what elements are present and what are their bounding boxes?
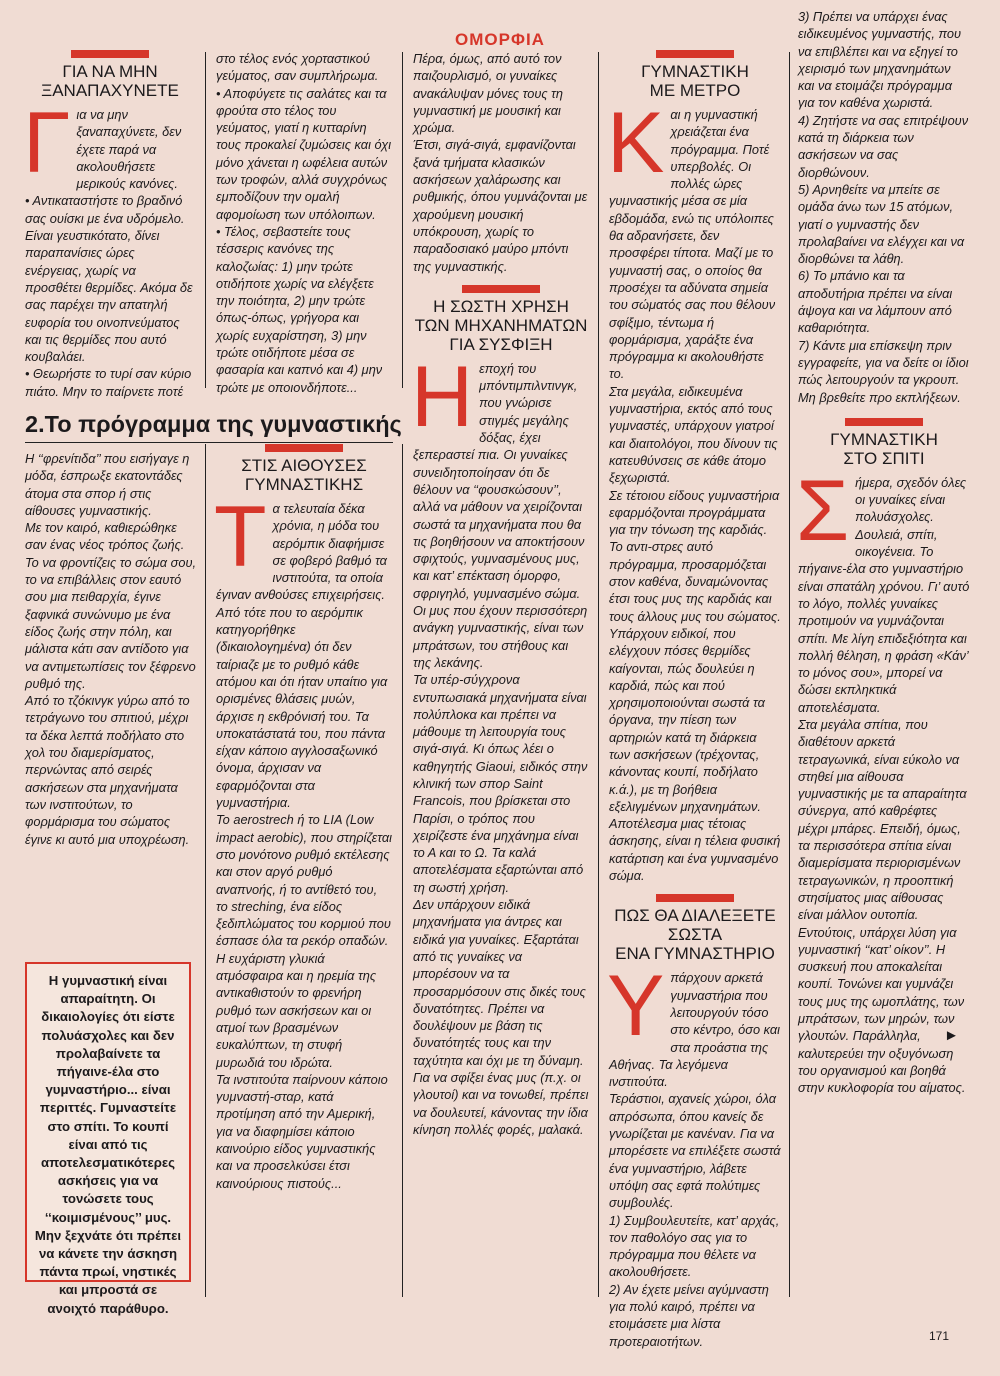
column-divider — [205, 52, 206, 388]
column-divider — [402, 444, 403, 1297]
paragraph — [411, 348, 589, 671]
heading-line: ΣΤΙΣ ΑΙΘΟΥΣΕΣ — [241, 456, 367, 475]
paragraph: • Αποφύγετε τις σαλάτες και τα φρούτα στο τέλος του γεύματος, γιατί η κυτταρίνη τους προκαλεί ζυμώσεις και όχι μόνο χάνεται η ωφέλεια αυτών των τροφών, αλλά συγχρόνως εμποδίζουν την ομαλή αφομοίωση των υπόλοιπων. — [216, 85, 392, 222]
heading-line: ΞΑΝΑΠΑΧΥΝΕΤΕ — [41, 81, 179, 100]
paragraph: • Αντικαταστήστε το βραδινό σας ουίσκι με ένα υδρόμελο. Είναι γευστικότατο, δίνει παραπανίσιες ώρες ενέργειας, χωρίς να προσθέτει θερμίδες. Ακόμα δε σας παρέχει την απατηλή ευφορία του οινοπνεύματος και τις θερμίδες που αυτό κουβαλάει. — [25, 193, 193, 365]
heading-line: ΣΤΟ ΣΠΙΤΙ — [843, 448, 925, 468]
paragraph-text: εποχή του μπόντιμπιλντινγκ, που γνώρισε στιγμές μεγάλης δόξας, έχει ξεπεραστεί πια. Οι γυναίκες συνειδητοποίησαν ότι δε θέλουν να ‘‘φουσκώσουν’’, αλλά να μάθουν να χειρίζονται σωστά τα μηχανήματα που θα τις βοηθήσουν να αποκτήσουν σφιχτούς, γυμνασμένους μυς, και κατ’ επέκταση όμορφο, σφριγηλό, γυμνασμένο σώμα. Οι μυς που έχουν περισσότερη ανάγκη γυμναστικής, είναι των μπράτσων, του στήθους και της λεκάνης. — [413, 360, 588, 670]
heading-bar — [71, 50, 149, 58]
article-aithouses — [216, 444, 392, 1192]
paragraph: 7) Κάντε μια επίσκεψη πριν εγγραφείτε, για να δείτε οι ίδιοι πώς λειτουργούν τα γκρουπ. Μη βρεθείτε προ εκπλήξεων. — [798, 337, 969, 405]
heading-line: ΤΩΝ ΜΗΧΑΝΗΜΑΤΩΝ — [414, 315, 588, 335]
paragraph: Το αντι-στρες αυτό πρόγραμμα, προσαρμόζεται στον καθένα, δυναμώνοντας έτσι τους μυς της καρδιάς και τους άλλους μυς του σώματος. Υπάρχουν ειδικοί, που ελέγχουν πόσες θερμίδες καίγονται, πώς δουλεύει η καρδιά, πώς και πού χρησιμοποιούνται σωστά τα όργανα, την πίεση των αρτηριών κατά τη διάρκεια των ασκήσεων (τρέχοντας, κάνοντας κουπί, ποδήλατο κ.ά.), με τη βοήθεια εξελιγμένων μηχανημάτων. — [609, 539, 781, 814]
article-heading — [609, 906, 781, 963]
paragraph: Σε τέτοιου είδους γυμναστήρια εφαρμόζονται προγράμματα για την τόνωση της καρδιάς. — [609, 487, 780, 538]
article-xanapachynete — [25, 50, 195, 400]
intro-text — [25, 450, 197, 848]
paragraph: Αποτέλεσμα μιας τέτοιας άσκησης, είναι η τέλεια φυσική κατάρτιση και ένα γυμνασμένο σώμα. — [609, 816, 781, 884]
drop-cap: Κ — [607, 95, 665, 191]
page-number: 171 — [929, 1329, 950, 1343]
paragraph: Τα υπέρ-σύγχρονα εντυπωσιακά μηχανήματα είναι πολύπλοκα και πρέπει να μάθουμε τη λειτουργία τους σιγά-σιγά. Κι όπως λέει ο καθηγητής Giaoui, ειδικός στην κλινική των σπορ Saint Francois, που βρίσκεται στο Παρίσι, ο τρόπος που χειρίζεστε ένα μηχάνημα είναι το Α και το Ω. Τα καλά αποτελέσματα εξαρτώνται από τη σωστή χρήση. — [413, 672, 588, 895]
drop-cap: Υ — [607, 958, 665, 1055]
column-divider — [402, 52, 403, 388]
heading-bar — [265, 444, 343, 452]
heading-line: ΓΙΑ ΣΥΣΦΙΞΗ — [449, 334, 553, 354]
drop-cap: Τ — [214, 489, 267, 585]
drop-cap: Η — [411, 348, 474, 445]
paragraph: 3) Πρέπει να υπάρχει ένας ειδικευμένος γυμναστής, που να επιβλέπει και να εξηγεί το χειρισμό των μηχανημάτων και να ετοιμάζει πρόγραμμα για τον καθένα χωριστά. — [798, 9, 962, 111]
paragraph: • Θεωρήστε το τυρί σαν κύριο πιάτο. Μην το παίρνετε ποτέ — [25, 366, 192, 399]
heading-line: ΓΥΜΝΑΣΤΙΚΗ — [830, 429, 938, 449]
column-divider — [598, 52, 599, 1297]
paragraph: 5) Αρνηθείτε να μπείτε σε ομάδα άνω των 15 ατόμων, γιατί ο γυμναστής δεν προλαβαίνει να ελέγχει και να διορθώνει τα λάθη. — [798, 181, 965, 267]
paragraph: 1) Συμβουλευτείτε, κατ’ αρχάς, τον παθολόγο σας για το πρόγραμμα που θέλετε να ακολουθήσετε. — [609, 1212, 780, 1280]
paragraph: 4) Ζητήστε να σας επιτρέψουν κατά τη διάρκεια των ασκήσεων να σας διορθώνουν. — [798, 112, 969, 180]
paragraph: 6) Το μπάνιο και τα αποδυτήρια πρέπει να είναι άψογα και να λάμπουν από καθαριότητα. — [798, 268, 953, 336]
column-divider — [789, 52, 790, 1297]
paragraph: Τεράστιοι, αχανείς χώροι, όλα απρόσωπα, όπου κανείς δε γνωρίζεται με κανέναν. Για να μπορέσετε να επιλέξετε σωστά ένα γυμναστήριο, λάβετε υπόψη σας εφτά πολύτιμες συμβουλές. — [609, 1091, 781, 1211]
paragraph: στο τέλος ενός χορταστικού γεύματος, σαν συμπλήρωμα. — [216, 51, 379, 84]
article-spiti — [798, 8, 970, 1097]
paragraph: Πέρα, όμως, από αυτό τον παιζουρλισμό, οι γυναίκες ανακάλυψαν μόνες τους τη γυμναστική με μουσική και χρώμα. — [413, 51, 564, 136]
article-mechanimata — [413, 50, 589, 1138]
heading-line: ΜΕ ΜΕΤΡΟ — [649, 81, 741, 100]
heading-line: Η ΣΩΣΤΗ ΧΡΗΣΗ — [433, 296, 569, 316]
main-title: 2.Το πρόγραμμα της γυμναστικής — [25, 411, 402, 437]
paragraph: Η ‘‘φρενίτιδα’’ που εισήγαγε η μόδα, έσπρωξε εκατοντάδες άτομα στα σπορ ή στις αίθουσες γυμναστικής. — [25, 451, 190, 518]
heading-bar — [845, 418, 923, 426]
article-heading — [25, 62, 195, 100]
paragraph: Έτσι, σιγά-σιγά, εμφανίζονται ξανά τμήματα κλασικών ασκήσεων χαλάρωσης και ρυθμικής, όπου γυμνάζονται με χαρούμενη μουσική υπόκρουση, χωρίς το παραδοσιακό μαύρο μπόντι της γυμναστικής. — [413, 137, 588, 274]
paragraph — [607, 95, 781, 383]
paragraph: Το aerostrech ή το LIA (Low impact aerobic), που στηρίζεται στο μονότονο ρυθμό εκτέλεσης και στον αργό ρυθμό αναπνοής, ή το αντίθετό του, το streching, ένα είδος ξεδιπλώματος του κορμιού που έσπασε όλα τα ρεκόρ οπαδών. Η ευχάριστη γλυκιά ατμόσφαιρα και η ηρεμία της αντικαθιστούν το φρενήρη ρυθμό των ασκήσεων και οι ατμοί των βρασμένων ευκαλύπτων, τη στυφή μυρωδιά του ιδρώτα. — [216, 812, 392, 1070]
section-title: ΟΜΟΡΦΙΑ — [455, 30, 545, 49]
paragraph: Από το τζόκινγκ γύρω από το τετράγωνο του σπιτιού, μέχρι τα δέκα λεπτά ποδήλατο στο χολ του διαμερίσματος, περνώντας από σειρές ασκήσεων στα μηχανήματα των ινστιτούτων, το φορμάρισμα του σώματος έγινε κι αυτό μια υποχρέωση. — [25, 693, 190, 847]
paragraph: Στα μεγάλα, ειδικευμένα γυμναστήρια, εκτός από τους γυμναστές, υπάρχουν γιατροί και διαιτολόγοι, που δίνουν τις κατευθύνσεις σε κάθε άτομο ξεχωριστά. — [609, 383, 778, 486]
heading-line: ΠΩΣ ΘΑ ΔΙΑΛΕΞΕΤΕ ΣΩΣΤΑ — [614, 906, 776, 945]
paragraph: Δεν υπάρχουν ειδικά μηχανήματα για άντρες και ειδικά για γυναίκες. Εξαρτάται από τις γυναίκες να μπορέσουν να τα προσαρμόσουν στις δικές τους δυνατότητες. Πρέπει να δουλέψουν με βάση τις δυνατότητές τους και την ταχύτητα και όχι με τη δύναμη. Για να σφίξει ένας μυς (π.χ. οι γλουτοί) και να τονωθεί, πρέπει να δουλευτεί, κάνοντας την ίδια κίνηση πολλές φορές, μαλακά. — [413, 897, 589, 1137]
paragraph — [214, 489, 392, 811]
paragraph — [607, 958, 781, 1090]
heading-line: ΓΥΜΝΑΣΤΙΚΗ — [641, 62, 749, 81]
title-underline — [25, 442, 393, 443]
article-continuation — [216, 50, 392, 396]
drop-cap: Γ — [23, 95, 71, 191]
paragraph: Με τον καιρό, καθιερώθηκε σαν ένας νέος τρόπος ζωής. Το να φροντίζεις το σώμα σου, το να επιβάλλεις στον εαυτό σου μια πειθαρχία, έγινε ξαφνικά συνώνυμο με ένα είδος ζωής στην πόλη, και μάλιστα κάτι σαν αντίδοτο για να αντιμετωπίσεις τον ξέφρενο ρυθμό της. — [25, 520, 197, 691]
paragraph-text: α τελευταία δέκα χρόνια, η μόδα του αερόμπικ διαφήμισε σε φοβερό βαθμό τα ινστιτούτα, τα οποία έγιναν ανθούσες επιχειρήσεις. Από τότε που το αερόμπικ κατηγορήθηκε (δικαιολογημένα) ότι δεν ταίριαζε με το ρυθμό κάθε ατόμου και ότι ήταν υπαίτιο για ορισμένες θλάσεις μυών, άρχισε η εκθρόνισή του. Τα υποκατάστατά του, που πάντα είχαν κάποιο αγγλοσαξωνικό όνομα, άρχισαν να εφαρμόζονται στα γυμναστήρια. — [216, 501, 388, 811]
heading-line: ΓΥΜΝΑΣΤΙΚΗΣ — [244, 475, 364, 494]
heading-line: ΓΙΑ ΝΑ ΜΗΝ — [62, 62, 158, 81]
heading-bar — [656, 894, 734, 902]
heading-line: ΕΝΑ ΓΥΜΝΑΣΤΗΡΙΟ — [615, 944, 775, 964]
paragraph-text: ια να μην ξαναπαχύνετε, δεν έχετε παρά να ακολουθήσετε μερικούς κανόνες. — [76, 107, 182, 192]
column-divider — [205, 444, 206, 1297]
heading-bar — [656, 50, 734, 58]
paragraph: • Τέλος, σεβαστείτε τους τέσσερις κανόνες της καλοζωίας: 1) μην τρώτε οτιδήποτε χωρίς να ελέγξετε την ποιότητα, 2) μην τρώτε όπως-όπως, γρήγορα και χωρίς ευχαρίστηση, 3) μην τρώτε οτιδήποτε μέσα σε φασαρία και καπνό και 4) μην τρώτε με οποιονδήποτε... — [216, 223, 383, 395]
continue-arrow-icon: ► — [944, 1027, 959, 1044]
drop-cap: Σ — [796, 462, 850, 559]
paragraph: Τα ινστιτούτα παίρνουν κάποιο γυμναστή-σταρ, κατά προτίμηση από την Αμερική, για να διαφημίσει κάποιο καινούριο είδος γυμναστικής και να προσελκύσει έτσι καινούριους πιστούς... — [216, 1071, 388, 1191]
paragraph — [796, 462, 970, 716]
paragraph: Στα μεγάλα σπίτια, που διαθέτουν αρκετά τετραγωνικά, είναι εύκολο να στηθεί μια αίθουσα γυμναστικής με τα απαραίτητα σύνεργα, από καθρέφτες μέχρι μπάρες. Επειδή, όμως, τα περισσότερα σπίτια είναι διαμερίσματα περιορισμένων τετραγωνικών, η προοπτική στησίματος μιας αίθουσας είναι μάλλον ουτοπία. Εντούτοις, υπάρχει λύση για γυμναστική ‘‘κατ’ οίκον’’. Η συσκευή που αποκαλείται κουπί. Τονώνει και γυμνάζει τους μυς της ωμοπλάτης, των μπράτσων, των μηρών, των γλουτών. Παράλληλα, καλυτερεύει την οξυγόνωση του οργανισμού και βοηθά στην κυκλοφορία του αίματος. — [798, 716, 967, 1096]
paragraph-text: ήμερα, σχεδόν όλες οι γυναίκες είναι πολυάσχολες. Δουλειά, σπίτι, οικογένεια. Το πήγαινε-έλα στο γυμναστήριο είναι σπατάλη χρόνου. Γι’ αυτό το λόγο, πολλές γυναίκες προτιμούν να γυμνάζονται σπίτι. Με λίγη επιδεξιότητα και πολλή θέληση, η φράση «Κάν’ το μόνος σου», μπορεί να δώσει εκπληκτικά αποτελέσματα. — [798, 474, 970, 715]
paragraph-text: αι η γυμναστική χρειάζεται ένα πρόγραμμα. Ποτέ υπερβολές. Οι πολλές ώρες γυμναστικής μέσα σε μία εβδομάδα, ενώ τις υπόλοιπες θα αδρανήσετε, δεν προσφέρει τίποτα. Μαζί με το γυμναστή σας, ο οποίος θα προσέχει τα αδύνατα σημεία του σώματός σας που θέλουν σφίξιμο, τέντωμα ή φορμάρισμα, χαράξτε ένα πρόγραμμα κι ακολουθήστε το. — [609, 107, 776, 382]
paragraph: 2) Αν έχετε μείνει αγύμναστη για πολύ καιρό, πρέπει να ετοιμάσετε μια λίστα προτεραιοτήτων. — [609, 1281, 769, 1349]
paragraph-text: πάρχουν αρκετά γυμναστήρια που λειτουργούν τόσο στο κέντρο, όσο και στα προάστια της Αθήνας. Τα λεγόμενα ινστιτούτα. — [609, 970, 781, 1090]
paragraph — [23, 95, 195, 192]
article-heading — [413, 297, 589, 354]
heading-bar — [462, 285, 540, 293]
callout-box: Η γυμναστική είναι απαραίτητη. Οι δικαιολογίες ότι είστε πολυάσχολες και δεν προλαβαίνετε τα πήγαινε-έλα στο γυμναστήριο... είναι περιττές. Γυμναστείτε στο σπίτι. Το κουπί είναι από τις αποτελεσματικότερες ασκήσεις για να τονώσετε τους ‘‘κοιμισμένους’’ μυς. Μην ξεχνάτε ότι πρέπει να κάνετε την άσκηση πάντα πρωί, νηστικές και μπροστά σε ανοιχτό παράθυρο. — [25, 962, 191, 1282]
article-metro — [609, 50, 781, 1350]
